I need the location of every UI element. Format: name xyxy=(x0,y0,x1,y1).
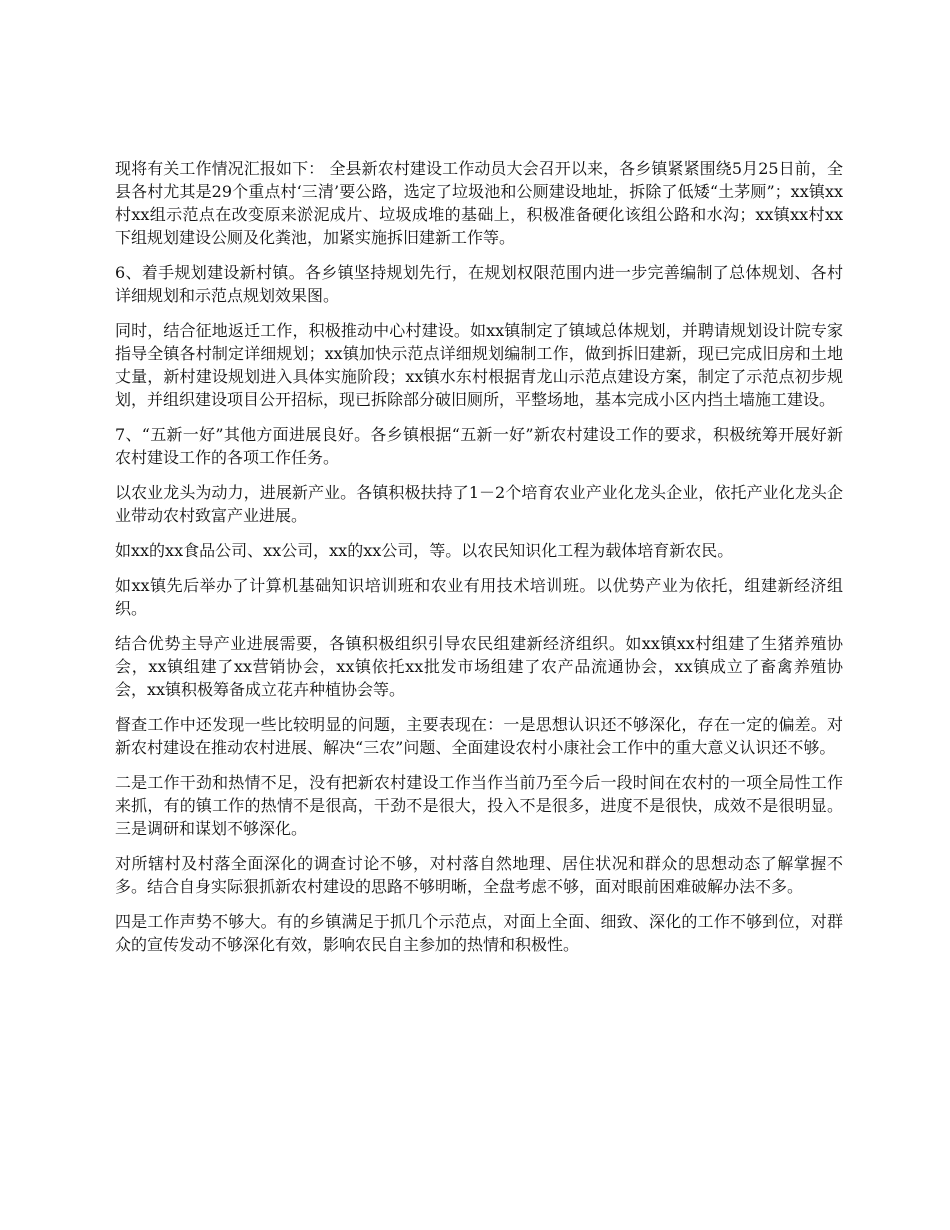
paragraph-work-report-intro: 现将有关工作情况汇报如下： 全县新农村建设工作动员大会召开以来，各乡镇紧紧围绕5月25日前，全县各村尤其是29个重点村‘三清’要公路，选定了垃圾池和公厕建设地址，拆除了低矮“土茅厕”；xx镇xx村xx组示范点在改变原来淤泥成片、垃圾成堆的基础上，积极准备硬化该组公路和水沟；xx镇xx村xx下组规划建设公厕及化粪池，加紧实施拆旧建新工作等。 xyxy=(115,159,843,247)
paragraph-problems-2: 二是工作干劲和热情不足，没有把新农村建设工作当作当前乃至今后一段时间在农村的一项全局性工作来抓，有的镇工作的热情不是很高，干劲不是很大，投入不是很多，进度不是很快，成效不是很明显。三是调研和谋划不够深化。 xyxy=(115,773,843,838)
paragraph-item-7-five-new: 7、“五新一好”其他方面进展良好。各乡镇根据“五新一好”新农村建设工作的要求，积极统筹开展好新农村建设工作的各项工作任务。 xyxy=(115,425,843,467)
paragraph-training: 如xx镇先后举办了计算机基础知识培训班和农业有用技术培训班。以优势产业为依托，组建新经济组织。 xyxy=(115,576,843,618)
paragraph-problems-1: 督查工作中还发现一些比较明显的问题，主要表现在：一是思想认识还不够深化，存在一定的偏差。对新农村建设在推动农村进展、解决“三农”问题、全面建设农村小康社会工作中的重大意义认识还不够。 xyxy=(115,715,843,757)
paragraph-agri-leaders: 以农业龙头为动力，进展新产业。各镇积极扶持了1－2个培育农业产业化龙头企业，依托产业化龙头企业带动农村致富产业进展。 xyxy=(115,483,843,525)
paragraph-problems-4: 四是工作声势不够大。有的乡镇满足于抓几个示范点，对面上全面、细致、深化的工作不够到位，对群众的宣传发动不够深化有效，影响农民自主参加的热情和积极性。 xyxy=(115,912,843,954)
paragraph-central-village: 同时，结合征地返迁工作，积极推动中心村建设。如xx镇制定了镇域总体规划，并聘请规划设计院专家指导全镇各村制定详细规划；xx镇加快示范点详细规划编制工作，做到拆旧建新，现已完成旧房和土地丈量，新村建设规划进入具体实施阶段；xx镇水东村根据青龙山示范点建设方案，制定了示范点初步规划，并组织建设项目公开招标，现已拆除部分破旧厕所，平整场地，基本完成小区内挡土墙施工建设。 xyxy=(115,321,843,409)
paragraph-problems-3: 对所辖村及村落全面深化的调查讨论不够，对村落自然地理、居住状况和群众的思想动态了解掌握不多。结合自身实际狠抓新农村建设的思路不够明晰，全盘考虑不够，面对眼前困难破解办法不多。 xyxy=(115,854,843,896)
paragraph-companies: 如xx的xx食品公司、xx公司，xx的xx公司，等。以农民知识化工程为载体培育新农民。 xyxy=(115,541,734,560)
paragraph-item-6-planning: 6、着手规划建设新村镇。各乡镇坚持规划先行，在规划权限范围内进一步完善编制了总体规划、各村详细规划和示范点规划效果图。 xyxy=(115,263,843,305)
document-body xyxy=(115,157,843,968)
paragraph-economic-orgs: 结合优势主导产业进展需要，各镇积极组织引导农民组建新经济组织。如xx镇xx村组建了生猪养殖协会，xx镇组建了xx营销协会，xx镇依托xx批发市场组建了农产品流通协会，xx镇成立了畜禽养殖协会，xx镇积极筹备成立花卉种植协会等。 xyxy=(115,634,843,699)
